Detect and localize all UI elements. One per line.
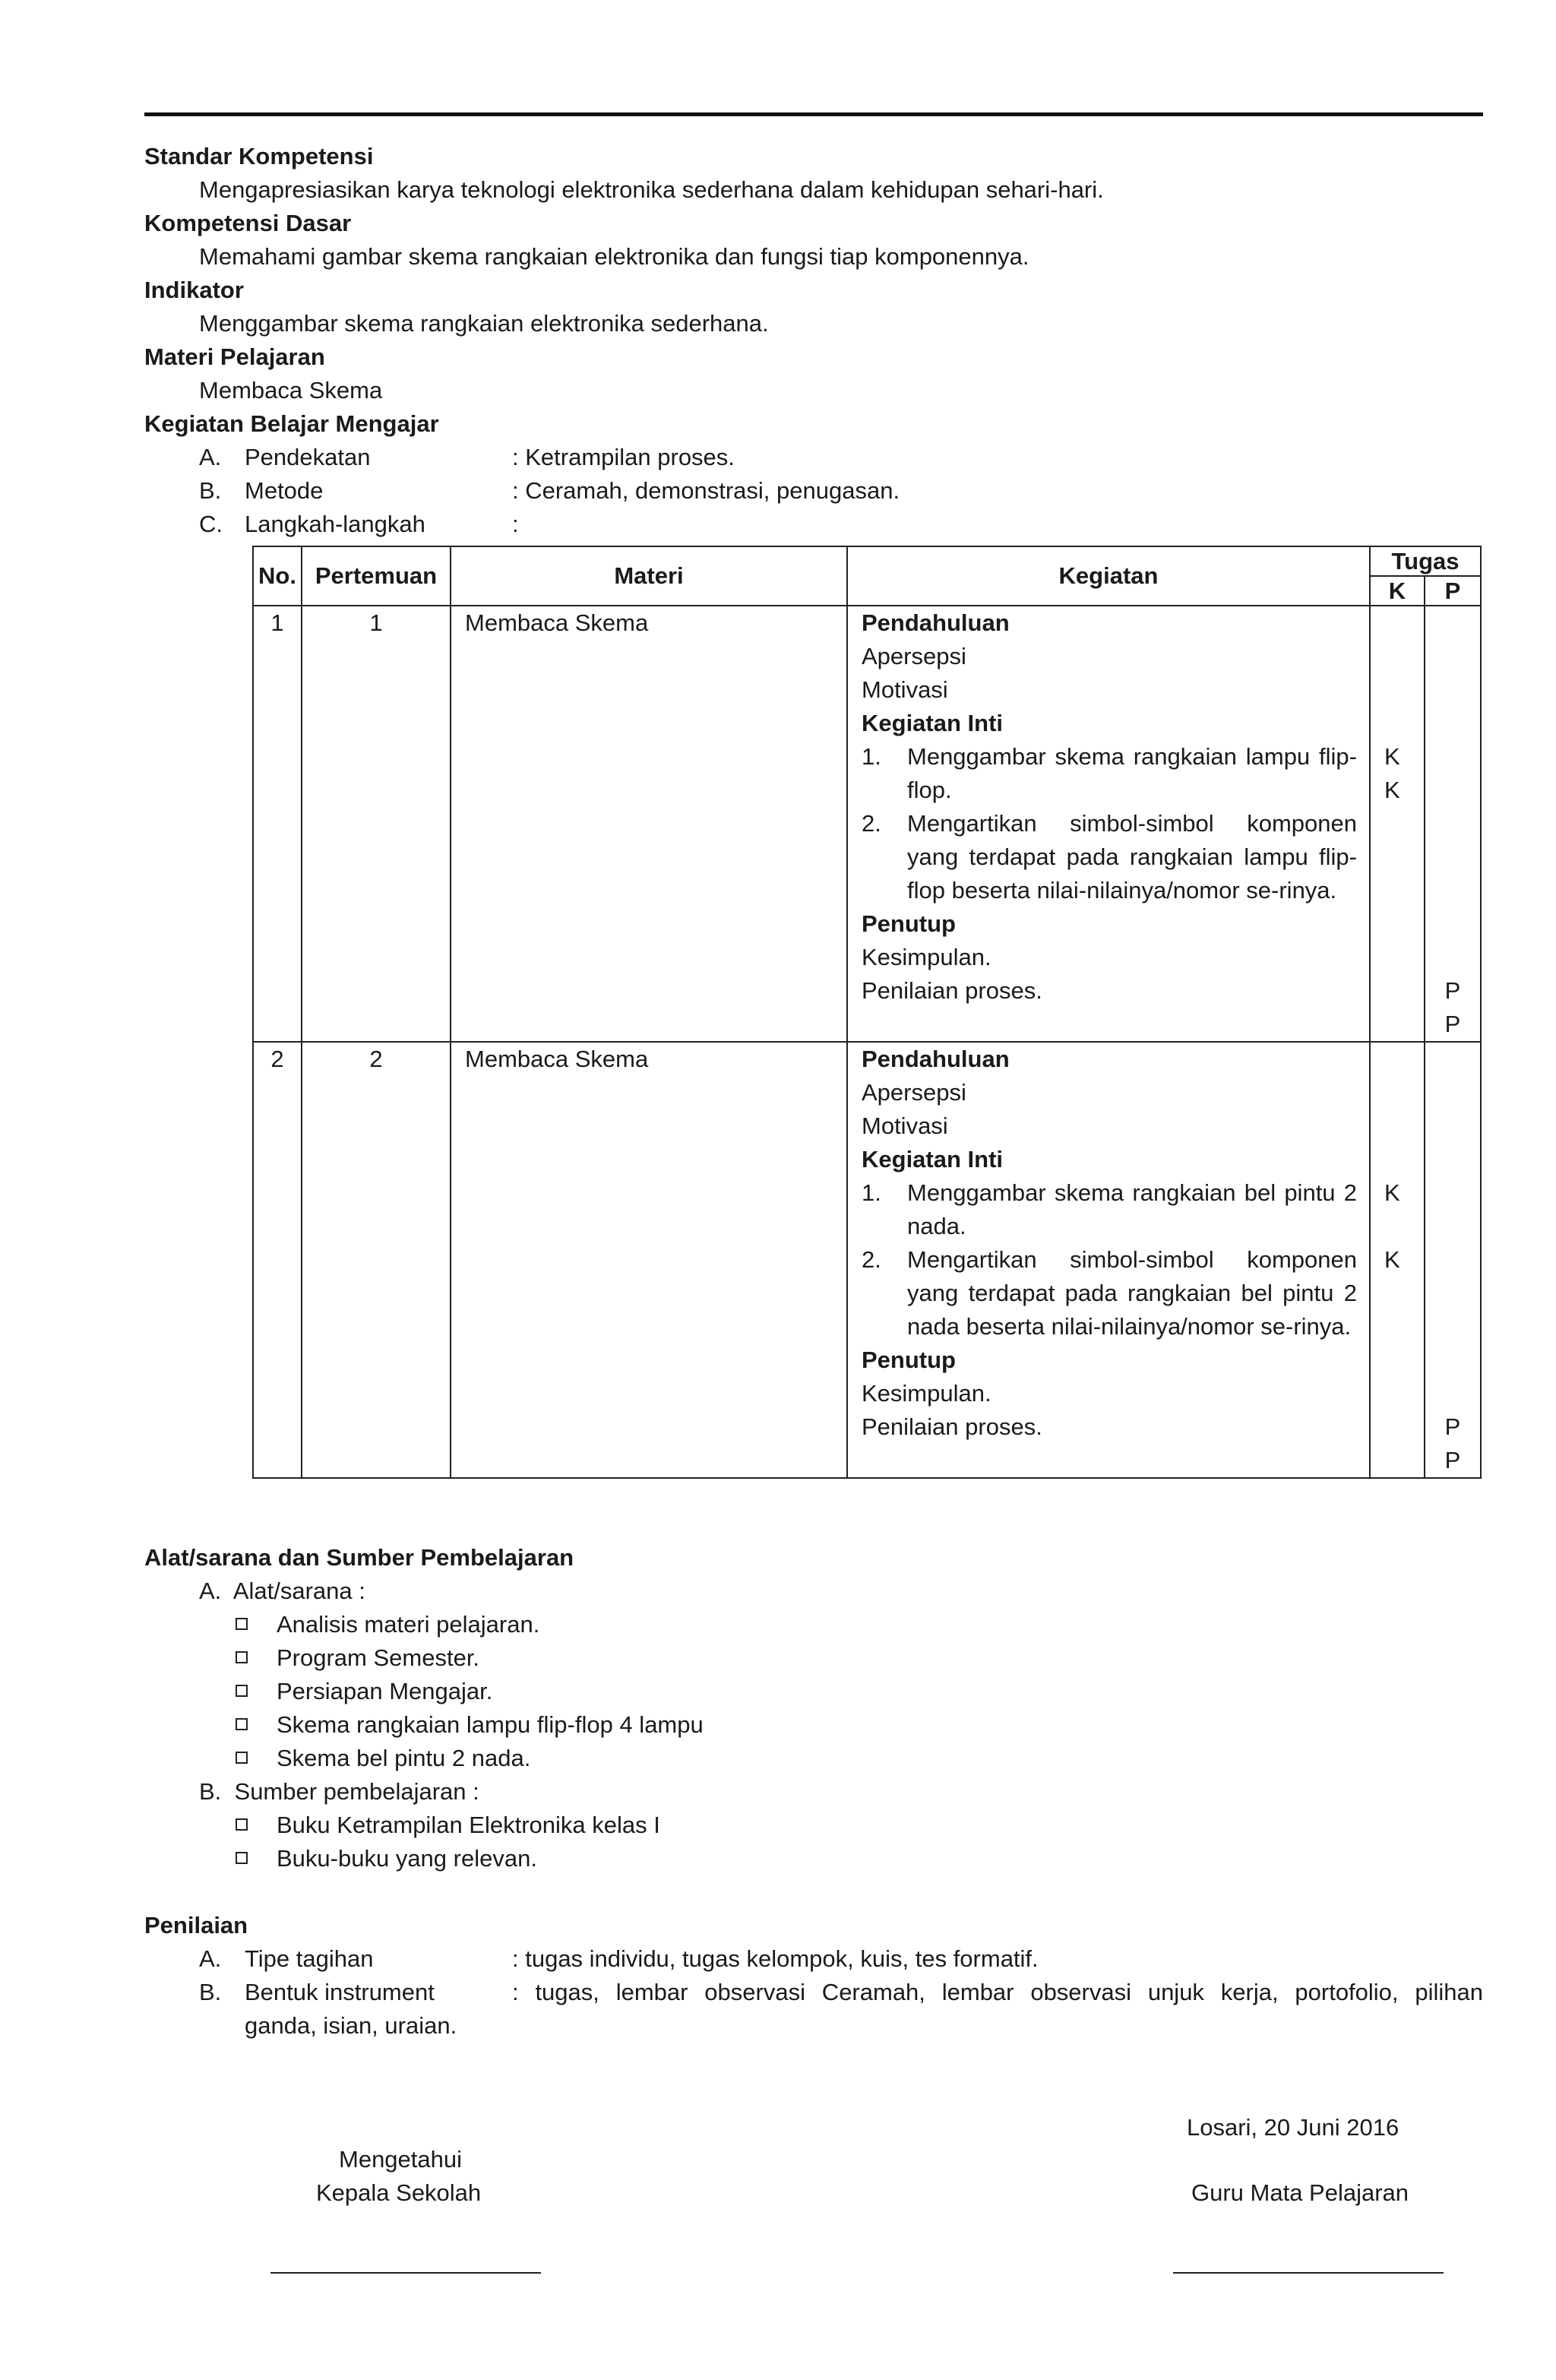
k-mark: K xyxy=(1384,777,1400,803)
kbm-value-pendekatan: : Ketrampilan proses. xyxy=(512,444,735,470)
kegiatan-inti-label: Kegiatan Inti xyxy=(862,1146,1004,1173)
checkbox-bullet-icon xyxy=(236,1752,248,1764)
header-pertemuan: Pertemuan xyxy=(302,546,451,606)
kbm-label-pendekatan: Pendekatan xyxy=(245,444,371,470)
pendahuluan-label: Pendahuluan xyxy=(862,609,1010,636)
kesimpulan-label: Kesimpulan. xyxy=(862,1380,991,1407)
penilaian-proses-label: Penilaian proses. xyxy=(862,1413,1042,1440)
row-pertemuan: 2 xyxy=(302,1042,451,1478)
step-number: 2. xyxy=(862,1246,881,1273)
motivasi-label: Motivasi xyxy=(862,1112,948,1139)
k-mark: K xyxy=(1384,1179,1400,1206)
kbm-letter-b: B. xyxy=(199,477,222,504)
materi-text: Membaca Skema xyxy=(199,377,383,404)
k-mark: K xyxy=(1384,743,1400,770)
p-mark: P xyxy=(1444,1011,1461,1037)
step-item xyxy=(862,807,1357,907)
checkbox-bullet-icon xyxy=(236,1718,248,1730)
alat-item xyxy=(236,1743,530,1774)
step-item xyxy=(862,740,1357,807)
sumber-item xyxy=(236,1810,660,1840)
row-materi: Membaca Skema xyxy=(451,1042,847,1478)
checkbox-bullet-icon xyxy=(236,1651,248,1663)
penilaian-value-bentuk: : tugas, lembar observasi Ceramah, lembar observasi unjuk kerja, portofolio, pilihan xyxy=(512,1979,1483,2005)
apersepsi-label: Apersepsi xyxy=(862,1079,966,1106)
step-item xyxy=(862,1243,1357,1343)
kepala-sekolah-label: Kepala Sekolah xyxy=(316,2179,482,2206)
row-tugas-k xyxy=(1370,1042,1425,1478)
row-kegiatan xyxy=(847,1042,1370,1478)
checkbox-bullet-icon xyxy=(236,1818,248,1831)
langkah-table xyxy=(252,546,1482,1479)
kompetensi-dasar-text: Memahami gambar skema rangkaian elektronika dan fungsi tiap komponennya. xyxy=(199,243,1029,270)
alat-item xyxy=(236,1609,539,1640)
kbm-letter-c: C. xyxy=(199,511,223,537)
kbm-letter-a: A. xyxy=(199,444,222,470)
header-materi: Materi xyxy=(451,546,847,606)
guru-label: Guru Mata Pelajaran xyxy=(1191,2179,1409,2206)
step-text: Mengartikan simbol-simbol komponen yang terdapat pada rangkaian lampu flip-flop beserta nilai-nilainya/nomor se-rinya. xyxy=(907,810,1357,904)
signature-line-left xyxy=(270,2272,541,2274)
sumber-item xyxy=(236,1844,537,1874)
materi-heading: Materi Pelajaran xyxy=(144,343,325,370)
step-number: 2. xyxy=(862,810,881,837)
signature-line-right xyxy=(1173,2272,1444,2274)
row-tugas-p xyxy=(1425,606,1481,1042)
kompetensi-dasar-heading: Kompetensi Dasar xyxy=(144,210,352,236)
alat-item xyxy=(236,1643,479,1673)
table-row xyxy=(253,1042,1481,1478)
kbm-value-metode: : Ceramah, demonstrasi, penugasan. xyxy=(512,477,900,504)
header-no: No. xyxy=(253,546,302,606)
alat-item-text: Analisis materi pelajaran. xyxy=(277,1611,540,1638)
table-row xyxy=(253,606,1481,1042)
row-tugas-p xyxy=(1425,1042,1481,1478)
alat-heading: Alat/sarana dan Sumber Pembelajaran xyxy=(144,1544,574,1571)
step-item xyxy=(862,1176,1357,1243)
header-tugas: Tugas xyxy=(1370,546,1481,576)
penutup-label: Penutup xyxy=(862,1347,956,1373)
p-mark: P xyxy=(1444,1413,1461,1440)
sumber-item-text: Buku-buku yang relevan. xyxy=(277,1845,537,1872)
alat-b-label: B. Sumber pembelajaran : xyxy=(199,1778,479,1805)
alat-item-text: Persiapan Mengajar. xyxy=(277,1678,493,1704)
step-text: Menggambar skema rangkaian bel pintu 2 nada. xyxy=(907,1179,1357,1239)
alat-item xyxy=(236,1710,704,1740)
step-number: 1. xyxy=(862,743,881,770)
kbm-heading: Kegiatan Belajar Mengajar xyxy=(144,410,439,437)
p-mark: P xyxy=(1444,977,1461,1004)
header-p: P xyxy=(1425,576,1481,606)
sumber-item-text: Buku Ketrampilan Elektronika kelas I xyxy=(277,1812,660,1838)
row-pertemuan: 1 xyxy=(302,606,451,1042)
checkbox-bullet-icon xyxy=(236,1685,248,1697)
step-text: Menggambar skema rangkaian lampu flip-flop. xyxy=(907,743,1357,803)
standar-kompetensi-text: Mengapresiasikan karya teknologi elektronika sederhana dalam kehidupan sehari-hari. xyxy=(199,176,1104,203)
alat-item-text: Skema rangkaian lampu flip-flop 4 lampu xyxy=(277,1711,704,1738)
motivasi-label: Motivasi xyxy=(862,676,948,703)
indikator-heading: Indikator xyxy=(144,277,244,303)
penilaian-label-tipe: Tipe tagihan xyxy=(245,1945,374,1972)
row-no: 2 xyxy=(253,1042,302,1478)
step-number: 1. xyxy=(862,1179,881,1206)
apersepsi-label: Apersepsi xyxy=(862,643,966,669)
penilaian-value-tipe: : tugas individu, tugas kelompok, kuis, tes formatif. xyxy=(512,1945,1039,1972)
alat-item-text: Program Semester. xyxy=(277,1644,480,1671)
row-no: 1 xyxy=(253,606,302,1042)
penilaian-proses-label: Penilaian proses. xyxy=(862,977,1042,1004)
indikator-text: Menggambar skema rangkaian elektronika sederhana. xyxy=(199,310,769,337)
kesimpulan-label: Kesimpulan. xyxy=(862,944,991,970)
checkbox-bullet-icon xyxy=(236,1852,248,1864)
step-text: Mengartikan simbol-simbol komponen yang terdapat pada rangkaian bel pintu 2 nada beserta nilai-nilainya/nomor se-rinya. xyxy=(907,1246,1357,1340)
alat-item xyxy=(236,1676,492,1707)
row-kegiatan xyxy=(847,606,1370,1042)
penilaian-letter-a: A. xyxy=(199,1945,222,1972)
kbm-value-langkah: : xyxy=(512,511,519,537)
penutup-label: Penutup xyxy=(862,910,956,937)
mengetahui-label: Mengetahui xyxy=(339,2146,463,2173)
checkbox-bullet-icon xyxy=(236,1618,248,1630)
pendahuluan-label: Pendahuluan xyxy=(862,1046,1010,1072)
alat-a-label: A. Alat/sarana : xyxy=(199,1578,365,1604)
penilaian-label-bentuk: Bentuk instrument xyxy=(245,1979,435,2005)
k-mark: K xyxy=(1384,1246,1400,1273)
penilaian-letter-b: B. xyxy=(199,1979,222,2005)
place-date: Losari, 20 Juni 2016 xyxy=(1187,2114,1399,2141)
penilaian-heading: Penilaian xyxy=(144,1912,248,1938)
kbm-label-langkah: Langkah-langkah xyxy=(245,511,425,537)
alat-item-text: Skema bel pintu 2 nada. xyxy=(277,1745,531,1771)
p-mark: P xyxy=(1444,1447,1461,1473)
top-rule xyxy=(144,112,1483,116)
header-kegiatan: Kegiatan xyxy=(847,546,1370,606)
kegiatan-inti-label: Kegiatan Inti xyxy=(862,710,1004,736)
penilaian-value-bentuk-cont: ganda, isian, uraian. xyxy=(245,2012,457,2039)
row-materi: Membaca Skema xyxy=(451,606,847,1042)
header-k: K xyxy=(1370,576,1425,606)
standar-kompetensi-heading: Standar Kompetensi xyxy=(144,143,374,169)
row-tugas-k xyxy=(1370,606,1425,1042)
kbm-label-metode: Metode xyxy=(245,477,324,504)
table-header-row xyxy=(253,546,1481,576)
